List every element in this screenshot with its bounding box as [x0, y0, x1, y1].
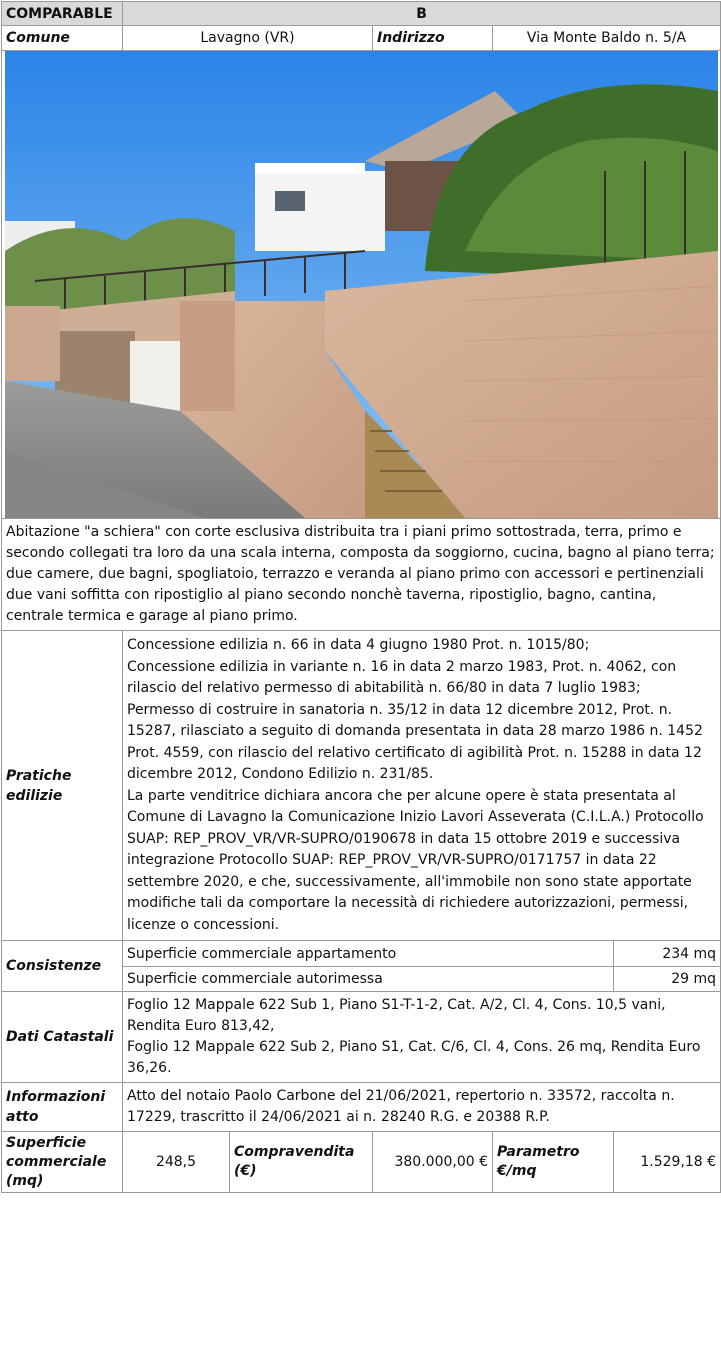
atto-label: Informazioni atto: [2, 1083, 123, 1132]
comparable-sheet: [1, 1, 720, 1193]
photo-cell: [2, 51, 721, 519]
atto-text: Atto del notaio Paolo Carbone del 21/06/2021, repertorio n. 33572, raccolta n. 17229, trascritto il 24/06/2021 ai n. 28240 R.G. e 20388 R.P.: [123, 1083, 721, 1132]
consistenze-row-1: [2, 941, 721, 967]
compravendita-value: 380.000,00 €: [373, 1132, 493, 1193]
photo-row: [2, 51, 721, 519]
catastali-line-1: Foglio 12 Mappale 622 Sub 1, Piano S1-T-1-2, Cat. A/2, Cl. 4, Cons. 10,5 vani, Rendita Euro 813,42,: [127, 997, 666, 1034]
comune-value: Lavagno (VR): [123, 26, 373, 51]
consistenze-value-2: 29 mq: [614, 967, 721, 992]
catastali-line-2: Foglio 12 Mappale 622 Sub 2, Piano S1, Cat. C/6, Cl. 4, Cons. 26 mq, Rendita Euro 36,26.: [127, 1039, 701, 1076]
pratiche-label: Pratiche edilizie: [2, 631, 123, 941]
catastali-label: Dati Catastali: [2, 992, 123, 1083]
property-photo: [5, 51, 718, 518]
indirizzo-label: Indirizzo: [373, 26, 493, 51]
parametro-label: Parametro €/mq: [493, 1132, 614, 1193]
description-row: [2, 519, 721, 631]
consistenze-value-1: 234 mq: [614, 941, 721, 967]
pratiche-p1: Concessione edilizia n. 66 in data 4 giugno 1980 Prot. n. 1015/80;: [127, 637, 590, 653]
parametro-value: 1.529,18 €: [614, 1132, 721, 1193]
comparable-label: COMPARABLE: [2, 2, 123, 26]
pratiche-p4: La parte venditrice dichiara ancora che per alcune opere è stata presentata al Comune di Lavagno la Comunicazione Inizio Lavori Asseverata (C.I.L.A.) Protocollo SUAP: REP_PROV_VR/VR-SUPRO/0190678 in data 15 ottobre 2019 e successiva integrazione Protocollo SUAP: REP_PROV_VR/VR-SUPRO/0171757 in data 22 settembre 2020, e che, successivamente, all'immobile non sono state apportate modifiche tali da comportare la necessità di richiedere autorizzazioni, permessi, licenze o concessioni.: [127, 787, 704, 933]
indirizzo-value: Via Monte Baldo n. 5/A: [493, 26, 721, 51]
consistenze-desc-2: Superficie commerciale autorimessa: [123, 967, 614, 992]
superficie-value: 248,5: [123, 1132, 230, 1193]
header-row: [2, 2, 721, 26]
catastali-row: [2, 992, 721, 1083]
catastali-text: [123, 992, 721, 1083]
pratiche-p2: Concessione edilizia in variante n. 16 in data 2 marzo 1983, Prot. n. 4062, con rilascio del relativo permesso di abitabilità n. 66/80 in data 7 luglio 1983;: [127, 658, 677, 696]
compravendita-label: Compravendita (€): [230, 1132, 373, 1193]
description-text: Abitazione "a schiera" con corte esclusiva distribuita tra i piani primo sottostrada, terra, primo e secondo collegati tra loro da una scala interna, composta da soggiorno, cucina, bagno al piano terra; due camere, due bagni, spogliatoio, terrazzo e veranda al piano primo con accessori e pertinenziali due vani soffitta con ripostiglio al piano secondo nonchè taverna, ripostiglio, bagno, cantina, centrale termica e garage al piano primo.: [2, 519, 721, 631]
comune-label: Comune: [2, 26, 123, 51]
pratiche-text: [123, 631, 721, 941]
atto-row: [2, 1083, 721, 1132]
comparable-table: [1, 1, 721, 1193]
summary-row: [2, 1132, 721, 1193]
consistenze-desc-1: Superficie commerciale appartamento: [123, 941, 614, 967]
comparable-value: B: [123, 2, 721, 26]
consistenze-label: Consistenze: [2, 941, 123, 992]
superficie-label: Superficie commerciale (mq): [2, 1132, 123, 1193]
pratiche-row: [2, 631, 721, 941]
pratiche-p3: Permesso di costruire in sanatoria n. 35/12 in data 12 dicembre 2012, Prot. n. 15287, rilasciato a seguito di domanda presentata in data 28 marzo 1986 n. 1452 Prot. 4559, con rilascio del relativo certificato di agibilità Prot. n. 15288 in data 12 dicembre 2012, Condono Edilizio n. 231/85.: [127, 701, 703, 782]
location-row: [2, 26, 721, 51]
